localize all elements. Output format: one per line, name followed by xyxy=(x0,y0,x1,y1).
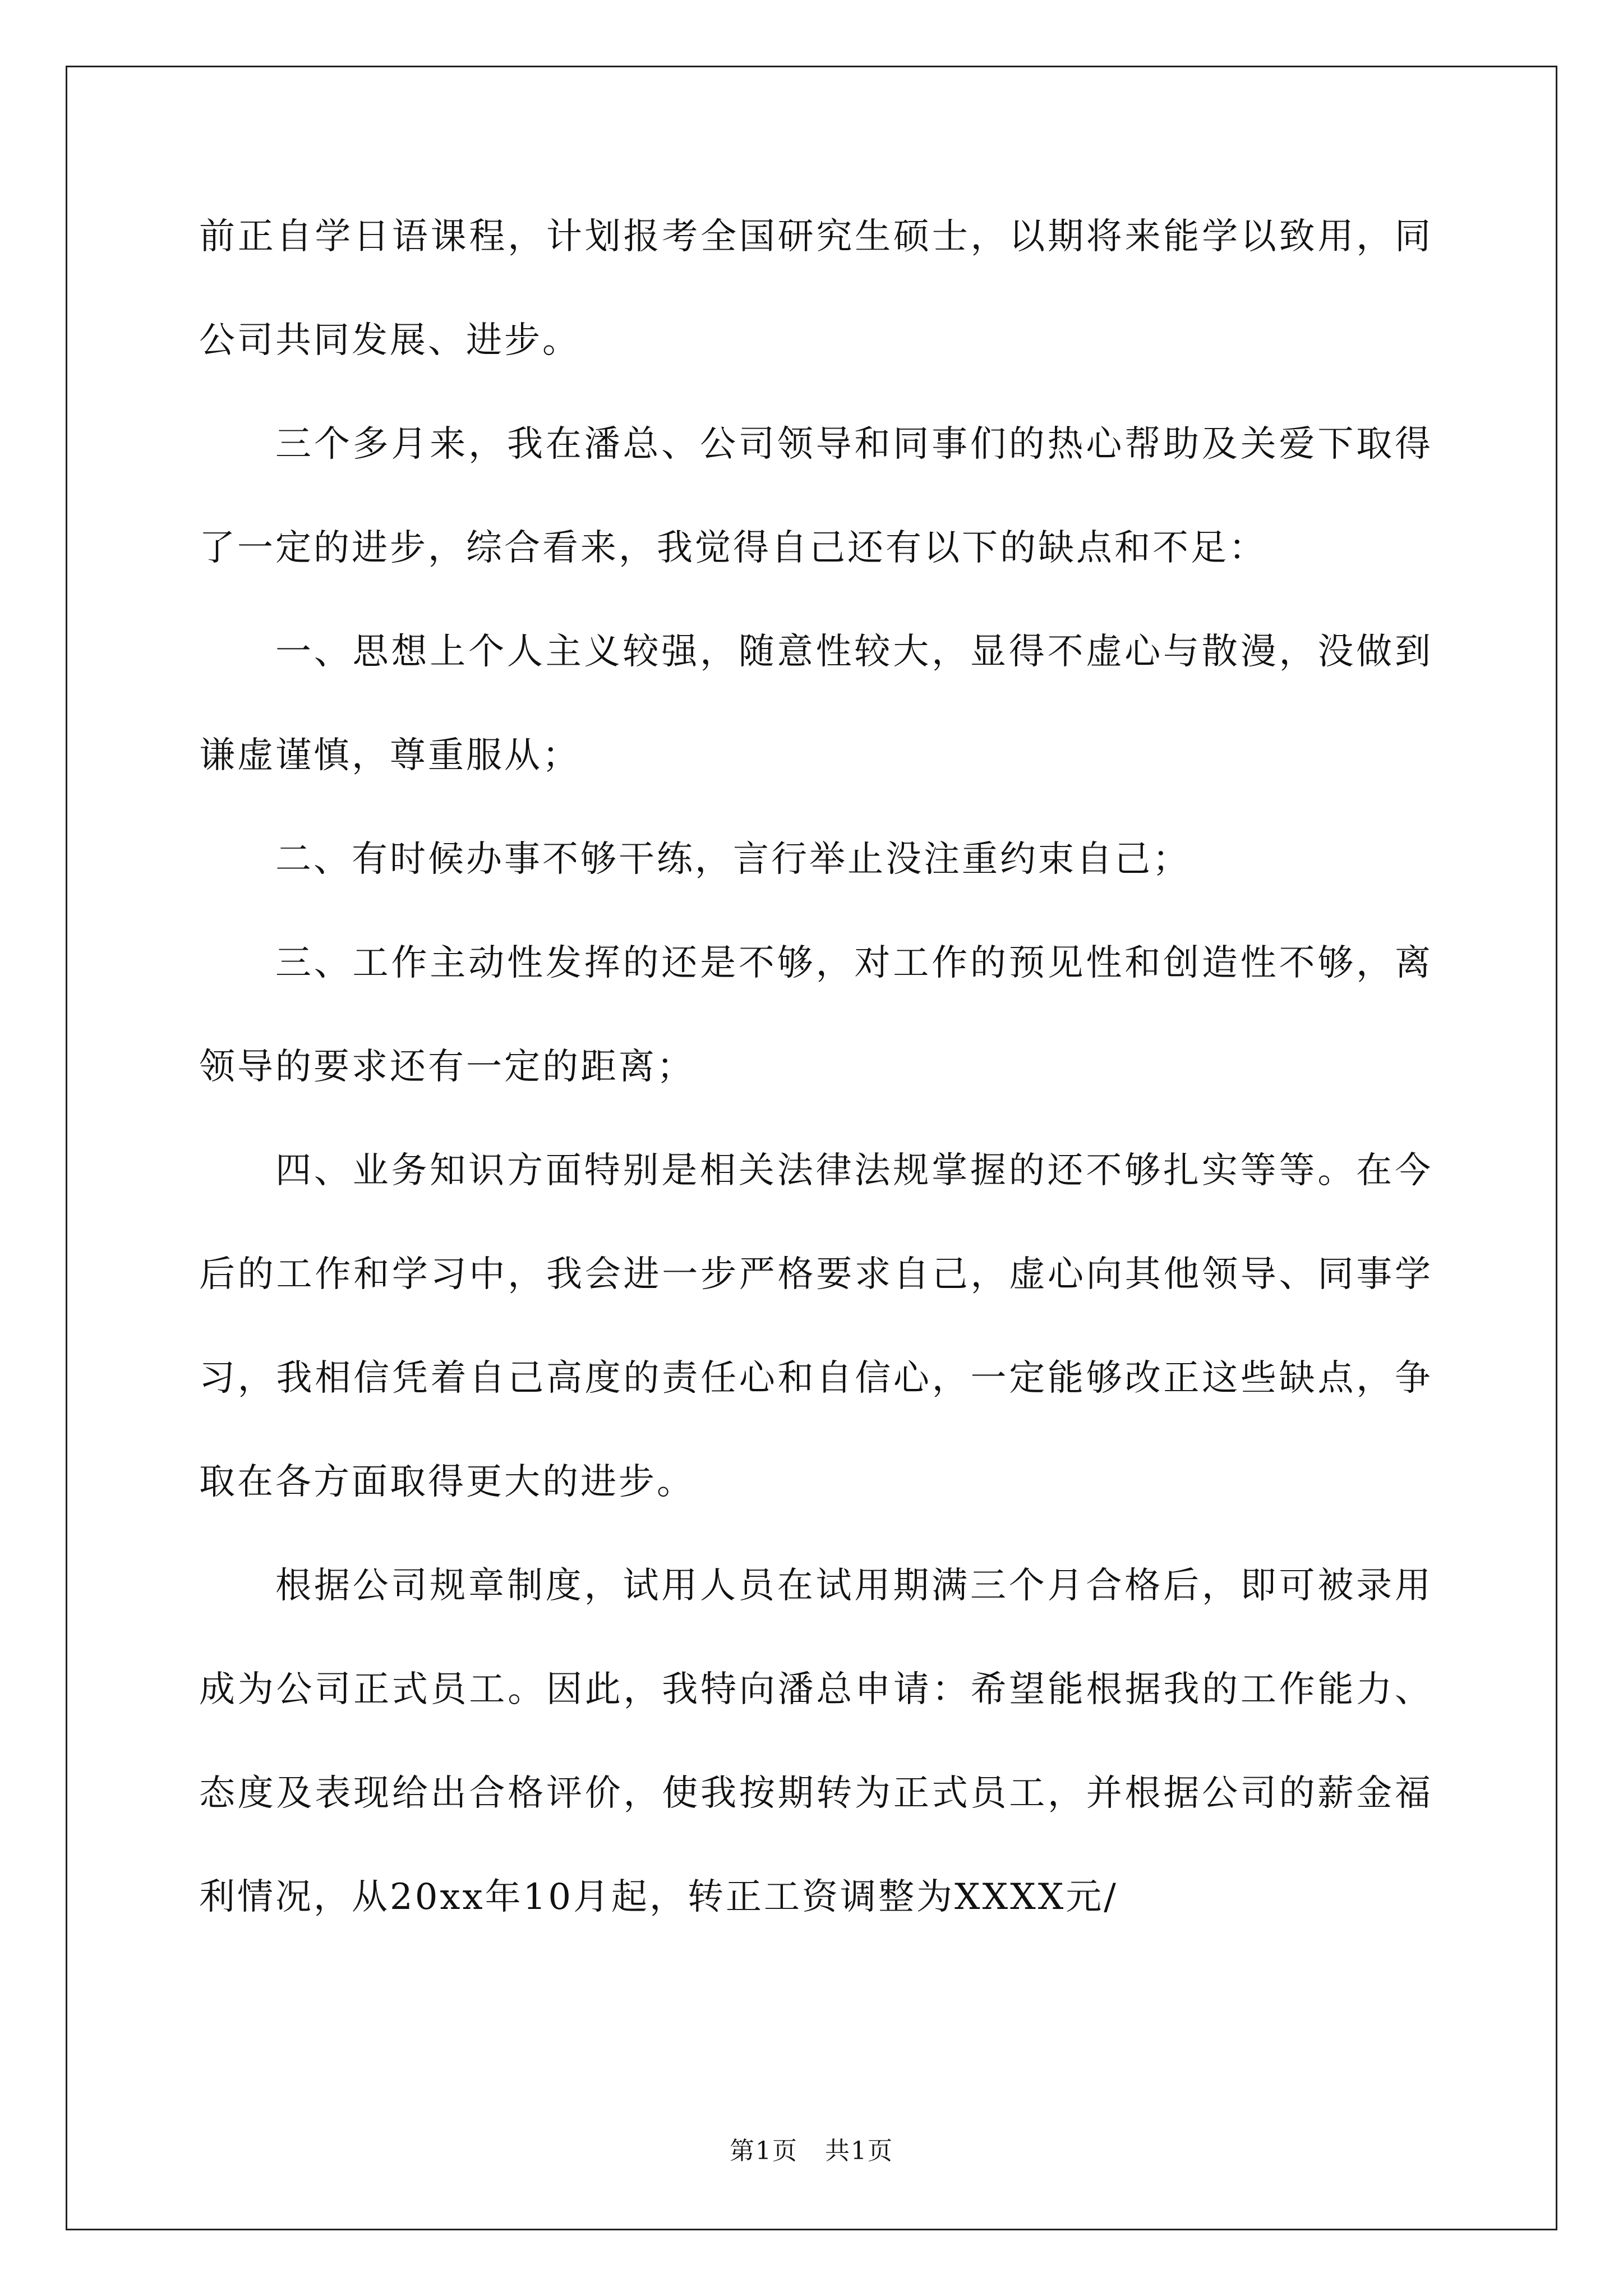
paragraph-6: 四、业务知识方面特别是相关法律法规掌握的还不够扎实等等。在今后的工作和学习中，我会进一步严格要求自己，虚心向其他领导、同事学习，我相信凭着自己高度的责任心和自信心，一定能够改正这些缺点，争取在各方面取得更大的进步。 xyxy=(199,1150,1433,1503)
paragraph-1: 前正自学日语课程，计划报考全国研究生硕士，以期将来能学以致用，同公司共同发展、进步。 xyxy=(199,216,1433,361)
paragraph-3: 一、思想上个人主义较强，随意性较大，显得不虚心与散漫，没做到谦虚谨慎，尊重服从； xyxy=(199,631,1433,776)
page-number: 第1页 xyxy=(730,2137,798,2165)
paragraph-5: 三、工作主动性发挥的还是不够，对工作的预见性和创造性不够，离领导的要求还有一定的距离； xyxy=(199,942,1433,1088)
page-total: 共1页 xyxy=(825,2137,893,2165)
paragraph-2: 三个多月来，我在潘总、公司领导和同事们的热心帮助及关爱下取得了一定的进步，综合看来，我觉得自己还有以下的缺点和不足： xyxy=(199,424,1433,569)
document-body xyxy=(199,185,1433,2036)
page-footer xyxy=(0,2134,1623,2168)
paragraph-4: 二、有时候办事不够干练，言行举止没注重约束自己； xyxy=(275,839,1191,880)
paragraph-7: 根据公司规章制度，试用人员在试用期满三个月合格后，即可被录用成为公司正式员工。因此，我特向潘总申请：希望能根据我的工作能力、态度及表现给出合格评价，使我按期转为正式员工，并根据公司的薪金福利情况，从20xx年10月起，转正工资调整为XXXX元/ xyxy=(199,1565,1433,1918)
